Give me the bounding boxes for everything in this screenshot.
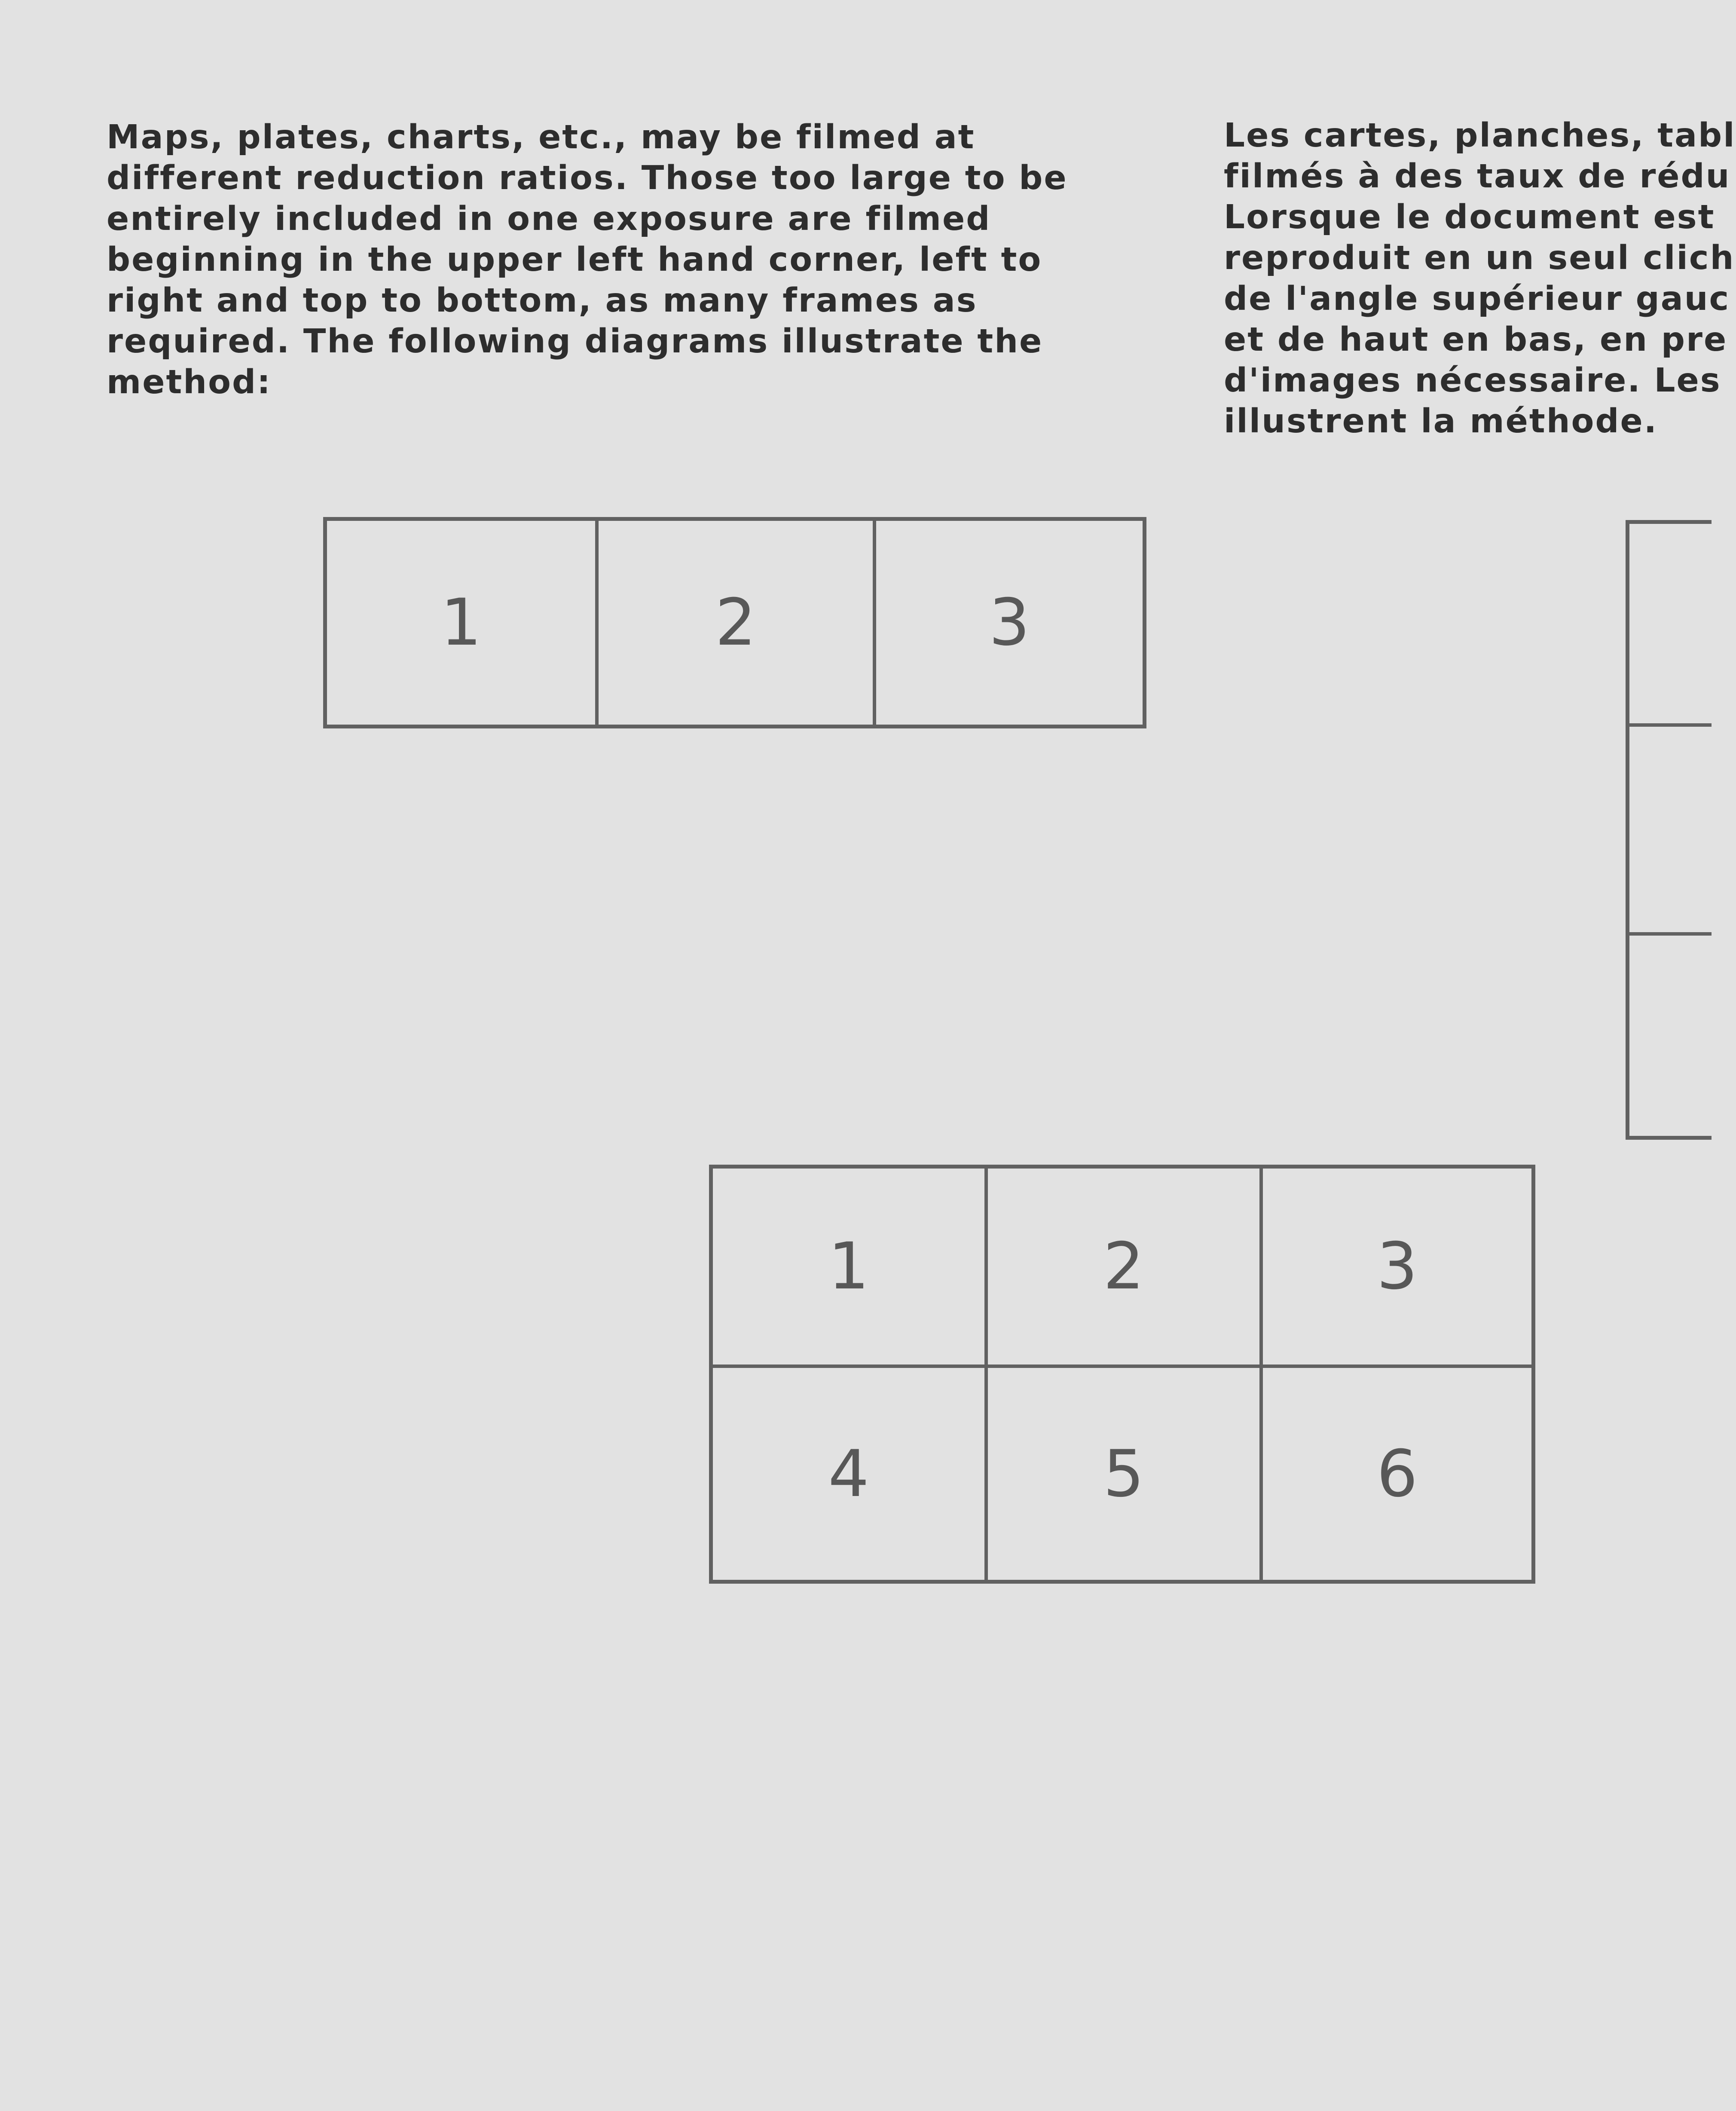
text-line: de l'angle supérieur gauc	[1224, 280, 1730, 318]
text-line: filmés à des taux de rédu	[1224, 157, 1731, 196]
frame-cell: 3	[989, 585, 1030, 660]
frame-diagram-vertical-partial	[1626, 520, 1712, 1140]
text-line: Les cartes, planches, tabl	[1224, 116, 1736, 155]
text-line: Lorsque le document est	[1224, 198, 1715, 236]
frame-divider	[1629, 723, 1712, 727]
text-line: beginning in the upper left hand corner, left to	[107, 241, 1042, 279]
text-line: right and top to bottom, as many frames as	[107, 281, 978, 320]
text-line: method:	[107, 363, 272, 401]
text-line: illustrent la méthode.	[1224, 402, 1658, 441]
frame-divider	[1629, 932, 1712, 936]
text-line: entirely included in one exposure are filmed	[107, 200, 991, 238]
frame-cell: 4	[713, 1368, 988, 1580]
text-line: required. The following diagrams illustrate the	[107, 322, 1043, 361]
text-line: d'images nécessaire. Les	[1224, 361, 1721, 400]
text-line: et de haut en bas, en pre	[1224, 321, 1728, 359]
frame-cell: 6	[1376, 1436, 1418, 1511]
instructions-english	[107, 117, 1068, 403]
text-line: reproduit en un seul clich	[1224, 239, 1735, 277]
text-line: different reduction ratios. Those too large to be	[107, 159, 1068, 197]
frame-cell: 1	[713, 1169, 988, 1368]
frame-cell: 2	[988, 1169, 1263, 1368]
frame-diagram-2x3	[709, 1165, 1535, 1584]
text-line: Maps, plates, charts, etc., may be filmed at	[107, 118, 975, 156]
instructions-french	[1224, 115, 1736, 442]
frame-cell: 3	[1263, 1169, 1531, 1368]
frame-cell: 5	[988, 1368, 1263, 1580]
frame-diagram-1x3	[323, 517, 1146, 728]
frame-cell: 2	[599, 521, 876, 725]
frame-cell: 1	[327, 521, 599, 725]
